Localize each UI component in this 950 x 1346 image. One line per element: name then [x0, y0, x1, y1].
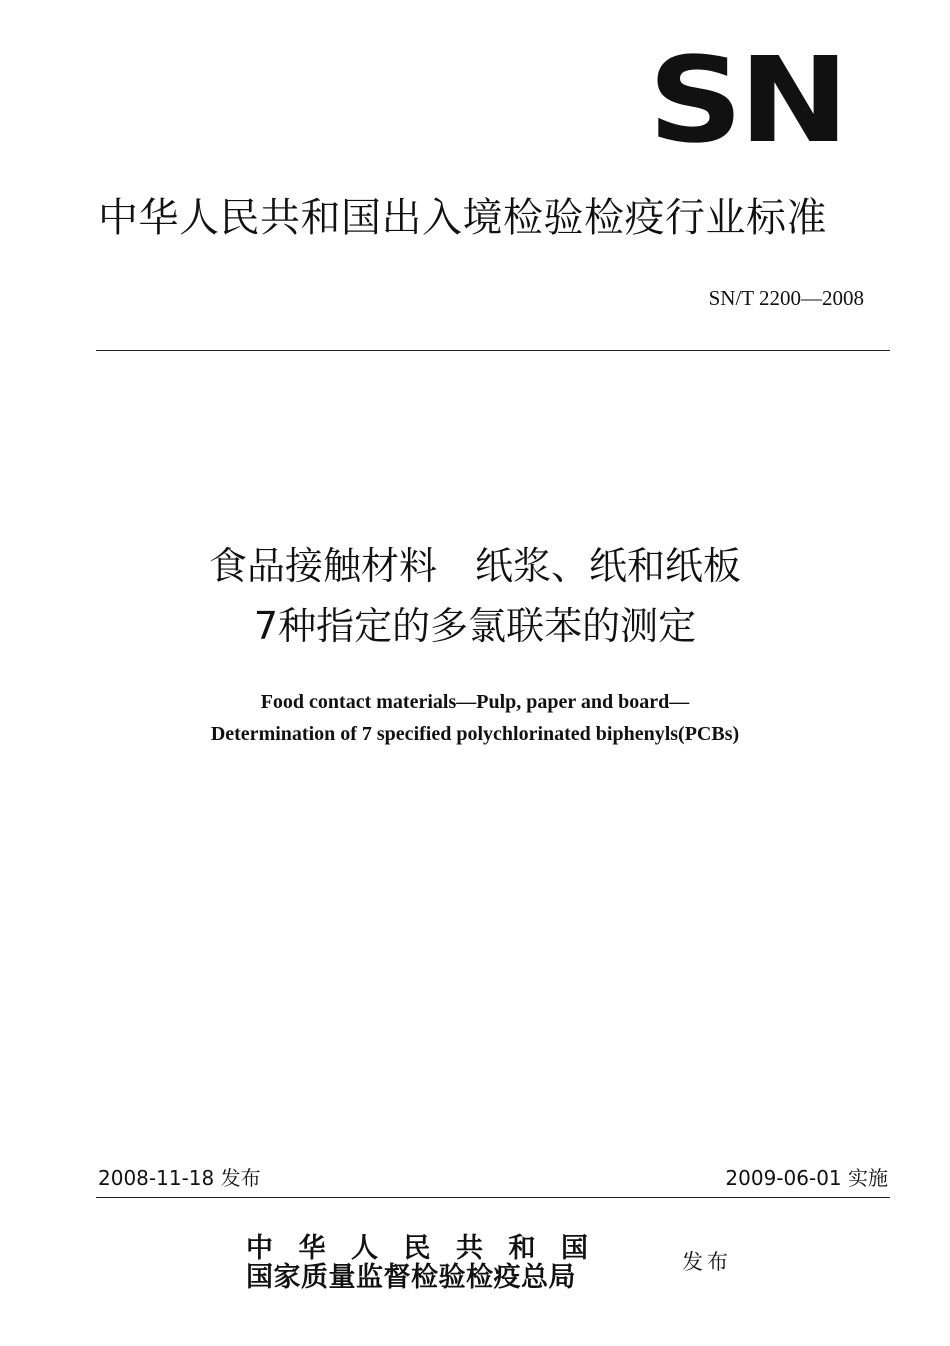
chinese-title-line-1: 食品接触材料 纸浆、纸和纸板	[208, 544, 741, 588]
top-divider	[96, 350, 890, 351]
organization-title: 中华人民共和国出入境检验检疫行业标准	[98, 195, 827, 241]
issue-date: 2008-11-18 发布	[98, 1166, 261, 1190]
publish-verb: 发布	[682, 1250, 732, 1274]
english-title-line-2: Determination of 7 specified polychlorinated biphenyls(PCBs)	[210, 723, 740, 745]
english-title-line-1: Food contact materials—Pulp, paper and board—	[260, 691, 690, 713]
publisher-line-1: 中华人民共和国	[246, 1233, 614, 1264]
standard-number: SN/T 2200—2008	[708, 286, 864, 310]
chinese-title-line-2: 7种指定的多氯联苯的测定	[253, 604, 697, 648]
sn-logo: SN	[648, 31, 845, 169]
publisher-line-2: 国家质量监督检验检疫总局	[246, 1262, 576, 1293]
implementation-date: 2009-06-01 实施	[725, 1166, 888, 1190]
bottom-divider	[96, 1197, 890, 1198]
